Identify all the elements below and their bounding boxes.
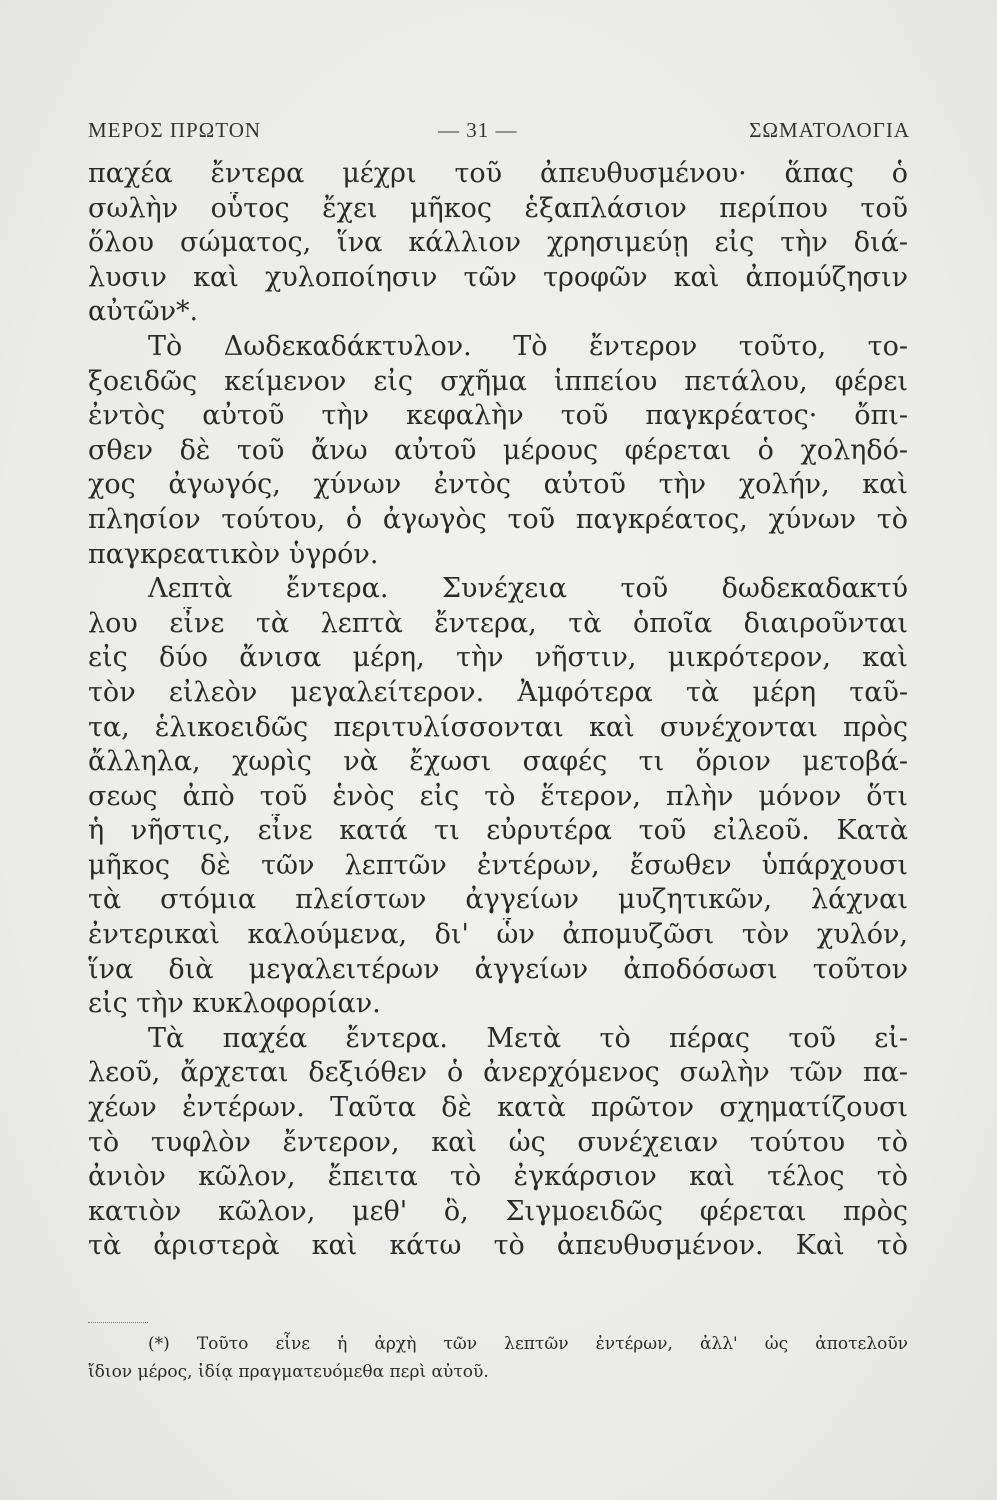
page-number: — 31 — xyxy=(438,118,518,142)
text-line: ὅλου σώματος, ἵνα κάλλιον χρησιμεύῃ εἰς τὴν διά- xyxy=(88,227,908,259)
text-line: ξοειδῶς κείμενον εἰς σχῆμα ἱππείου πετάλου, φέρει xyxy=(88,365,908,397)
text-line: ἐντερικαὶ καλούμενα, δι' ὧν ἀπομυζῶσι τὸν χυλόν, xyxy=(88,919,908,951)
footnote-line: ἴδιον μέρος, ἰδίᾳ πραγματευόμεθα περὶ αὐτοῦ. xyxy=(88,1362,489,1382)
header-section-title: ΣΩΜΑΤΟΛΟΓΙΑ xyxy=(749,118,910,142)
text-line: σωλὴν οὗτος ἔχει μῆκος ἑξαπλάσιον περίπου τοῦ xyxy=(88,192,908,224)
text-line: παγκρεατικὸν ὑγρόν. xyxy=(88,538,379,570)
text-line: λου εἶνε τὰ λεπτὰ ἔντερα, τὰ ὁποῖα διαιροῦνται xyxy=(88,607,908,639)
text-line: κατιὸν κῶλον, μεθ' ὃ, Σιγμοειδῶς φέρεται πρὸς xyxy=(88,1195,908,1227)
text-line: λυσιν καὶ χυλοποίησιν τῶν τροφῶν καὶ ἀπομύζησιν xyxy=(88,261,908,293)
text-line: παχέα ἔντερα μέχρι τοῦ ἀπευθυσμένου· ἅπας ὁ xyxy=(88,158,908,189)
running-header xyxy=(88,118,910,148)
text-line: Τὸ Δωδεκαδάκτυλον. Τὸ ἔντερον τοῦτο, το- xyxy=(148,330,908,362)
header-part-title: ΜΕΡΟΣ ΠΡΩΤΟΝ xyxy=(88,118,262,142)
body-text xyxy=(88,157,908,1264)
text-line: μῆκος δὲ τῶν λεπτῶν ἐντέρων, ἔσωθεν ὑπάρχουσι xyxy=(88,849,908,881)
text-line: τὰ στόμια πλείστων ἀγγείων μυζητικῶν, λάχναι xyxy=(88,884,908,916)
text-line: ἡ νῆστις, εἶνε κατά τι εὐρυτέρα τοῦ εἰλεοῦ. Κατὰ xyxy=(88,815,908,847)
text-line: αὐτῶν*. xyxy=(88,296,199,328)
text-line: τὸ τυφλὸν ἔντερον, καὶ ὡς συνέχειαν τούτου τὸ xyxy=(88,1126,908,1158)
text-line: χέων ἐντέρων. Ταῦτα δὲ κατὰ πρῶτον σχηματίζουσι xyxy=(88,1092,908,1124)
text-line: εἰς τὴν κυκλοφορίαν. xyxy=(88,988,381,1020)
text-line: ἄλληλα, χωρὶς νὰ ἔχωσι σαφές τι ὅριον μετοβά- xyxy=(88,746,908,778)
footnote-line: (*) Τοῦτο εἶνε ἡ ἀρχὴ τῶν λεπτῶν ἐντέρων, ἀλλ' ὡς ἀποτελοῦν xyxy=(148,1334,908,1354)
text-line: Τὰ παχέα ἔντερα. Μετὰ τὸ πέρας τοῦ εἰ- xyxy=(148,1022,908,1054)
text-line: τὰ ἀριστερὰ καὶ κάτω τὸ ἀπευθυσμένον. Καὶ τὸ xyxy=(88,1230,908,1262)
text-line: πλησίον τούτου, ὁ ἀγωγὸς τοῦ παγκρέατος, χύνων τὸ xyxy=(88,503,908,535)
text-line: ἀνιὸν κῶλον, ἔπειτα τὸ ἐγκάρσιον καὶ τέλος τὸ xyxy=(88,1161,908,1193)
text-line: σθεν δὲ τοῦ ἄνω αὐτοῦ μέρους φέρεται ὁ χοληδό- xyxy=(88,434,908,466)
footnote-divider xyxy=(88,1322,148,1323)
text-line: Λεπτὰ ἔντερα. Συνέχεια τοῦ δωδεκαδακτύ xyxy=(148,573,908,605)
footnote xyxy=(88,1330,908,1386)
text-line: χος ἀγωγός, χύνων ἐντὸς αὐτοῦ τὴν χολήν, καὶ xyxy=(88,469,908,501)
text-line: ἐντὸς αὐτοῦ τὴν κεφαλὴν τοῦ παγκρέατος· ὄπι- xyxy=(88,400,908,432)
text-line: εἰς δύο ἄνισα μέρη, τὴν νῆστιν, μικρότερον, καὶ xyxy=(88,642,908,674)
text-line: λεοῦ, ἄρχεται δεξιόθεν ὁ ἀνερχόμενος σωλὴν τῶν πα- xyxy=(88,1057,908,1089)
text-line: τὸν εἰλεὸν μεγαλείτερον. Ἀμφότερα τὰ μέρη ταῦ- xyxy=(88,676,908,708)
text-line: ἵνα διὰ μεγαλειτέρων ἀγγείων ἀποδόσωσι τοῦτον xyxy=(88,953,908,985)
text-line: τα, ἑλικοειδῶς περιτυλίσσονται καὶ συνέχονται πρὸς xyxy=(88,711,908,743)
text-line: σεως ἀπὸ τοῦ ἑνὸς εἰς τὸ ἕτερον, πλὴν μόνον ὅτι xyxy=(88,780,908,812)
